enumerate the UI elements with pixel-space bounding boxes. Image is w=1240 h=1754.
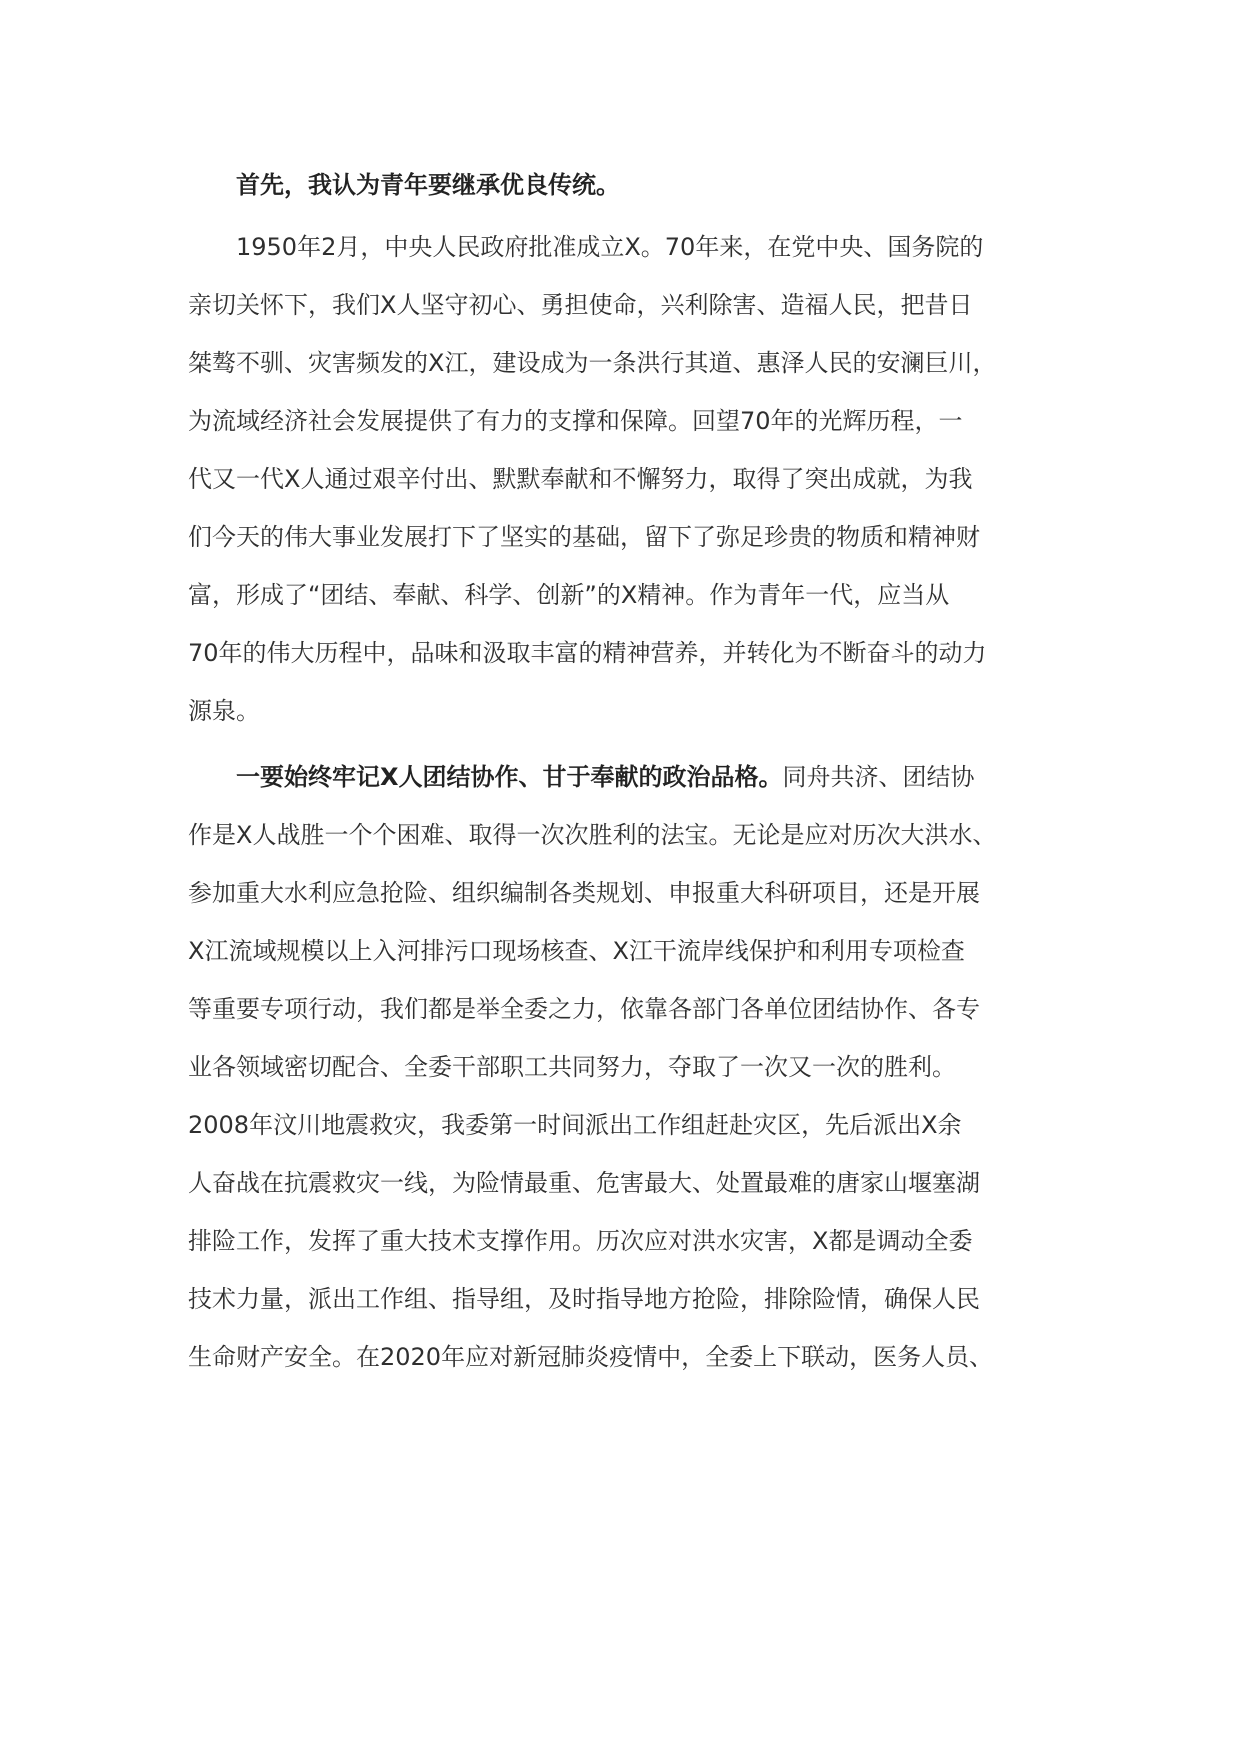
paragraph-line: 等重要专项行动，我们都是举全委之力，依靠各部门各单位团结协作、各专 xyxy=(188,995,980,1023)
paragraph-line: 1950年2月，中央人民政府批准成立X。70年来，在党中央、国务院的 xyxy=(236,233,984,261)
document-page xyxy=(188,168,1058,1668)
paragraph-line: 人奋战在抗震救灾一线，为险情最重、危害最大、处置最难的唐家山堰塞湖 xyxy=(188,1169,980,1197)
bold-lead-sentence: 一要始终牢记X人团结协作、甘于奉献的政治品格。 xyxy=(236,763,783,791)
paragraph-line: 代又一代X人通过艰辛付出、默默奉献和不懈努力，取得了突出成就，为我 xyxy=(188,465,973,493)
paragraph-line: 排险工作，发挥了重大技术支撑作用。历次应对洪水灾害，X都是调动全委 xyxy=(188,1227,973,1255)
paragraph-line: 业各领域密切配合、全委干部职工共同努力，夺取了一次又一次的胜利。 xyxy=(188,1053,956,1081)
paragraph-line: 2008年汶川地震救灾，我委第一时间派出工作组赶赴灾区，先后派出X余 xyxy=(188,1111,962,1139)
paragraph-line: 70年的伟大历程中，品味和汲取丰富的精神营养，并转化为不断奋斗的动力 xyxy=(188,639,987,667)
paragraph-line: 源泉。 xyxy=(188,697,260,725)
paragraph-line: 为流域经济社会发展提供了有力的支撑和保障。回望70年的光辉历程，一 xyxy=(188,407,963,435)
paragraph-lead-line xyxy=(236,760,975,794)
paragraph-line: 参加重大水利应急抢险、组织编制各类规划、申报重大科研项目，还是开展 xyxy=(188,879,980,907)
paragraph-line: 生命财产安全。在2020年应对新冠肺炎疫情中，全委上下联动，医务人员、 xyxy=(188,1343,994,1371)
paragraph-line: 富，形成了“团结、奉献、科学、创新”的X精神。作为青年一代，应当从 xyxy=(188,581,950,609)
paragraph-line: X江流域规模以上入河排污口现场核查、X江干流岸线保护和利用专项检查 xyxy=(188,937,965,965)
paragraph-line: 作是X人战胜一个个困难、取得一次次胜利的法宝。无论是应对历次大洪水、 xyxy=(188,821,997,849)
section-heading: 首先，我认为青年要继承优良传统。 xyxy=(236,171,620,199)
lead-line-rest: 同舟共济、团结协 xyxy=(782,763,975,791)
paragraph-line: 桀骜不驯、灾害频发的X江，建设成为一条洪行其道、惠泽人民的安澜巨川， xyxy=(188,349,997,377)
paragraph-line: 们今天的伟大事业发展打下了坚实的基础，留下了弥足珍贵的物质和精神财 xyxy=(188,523,980,551)
paragraph-line: 技术力量，派出工作组、指导组，及时指导地方抢险，排除险情，确保人民 xyxy=(188,1285,980,1313)
paragraph-line: 亲切关怀下，我们X人坚守初心、勇担使命，兴利除害、造福人民，把昔日 xyxy=(188,291,973,319)
